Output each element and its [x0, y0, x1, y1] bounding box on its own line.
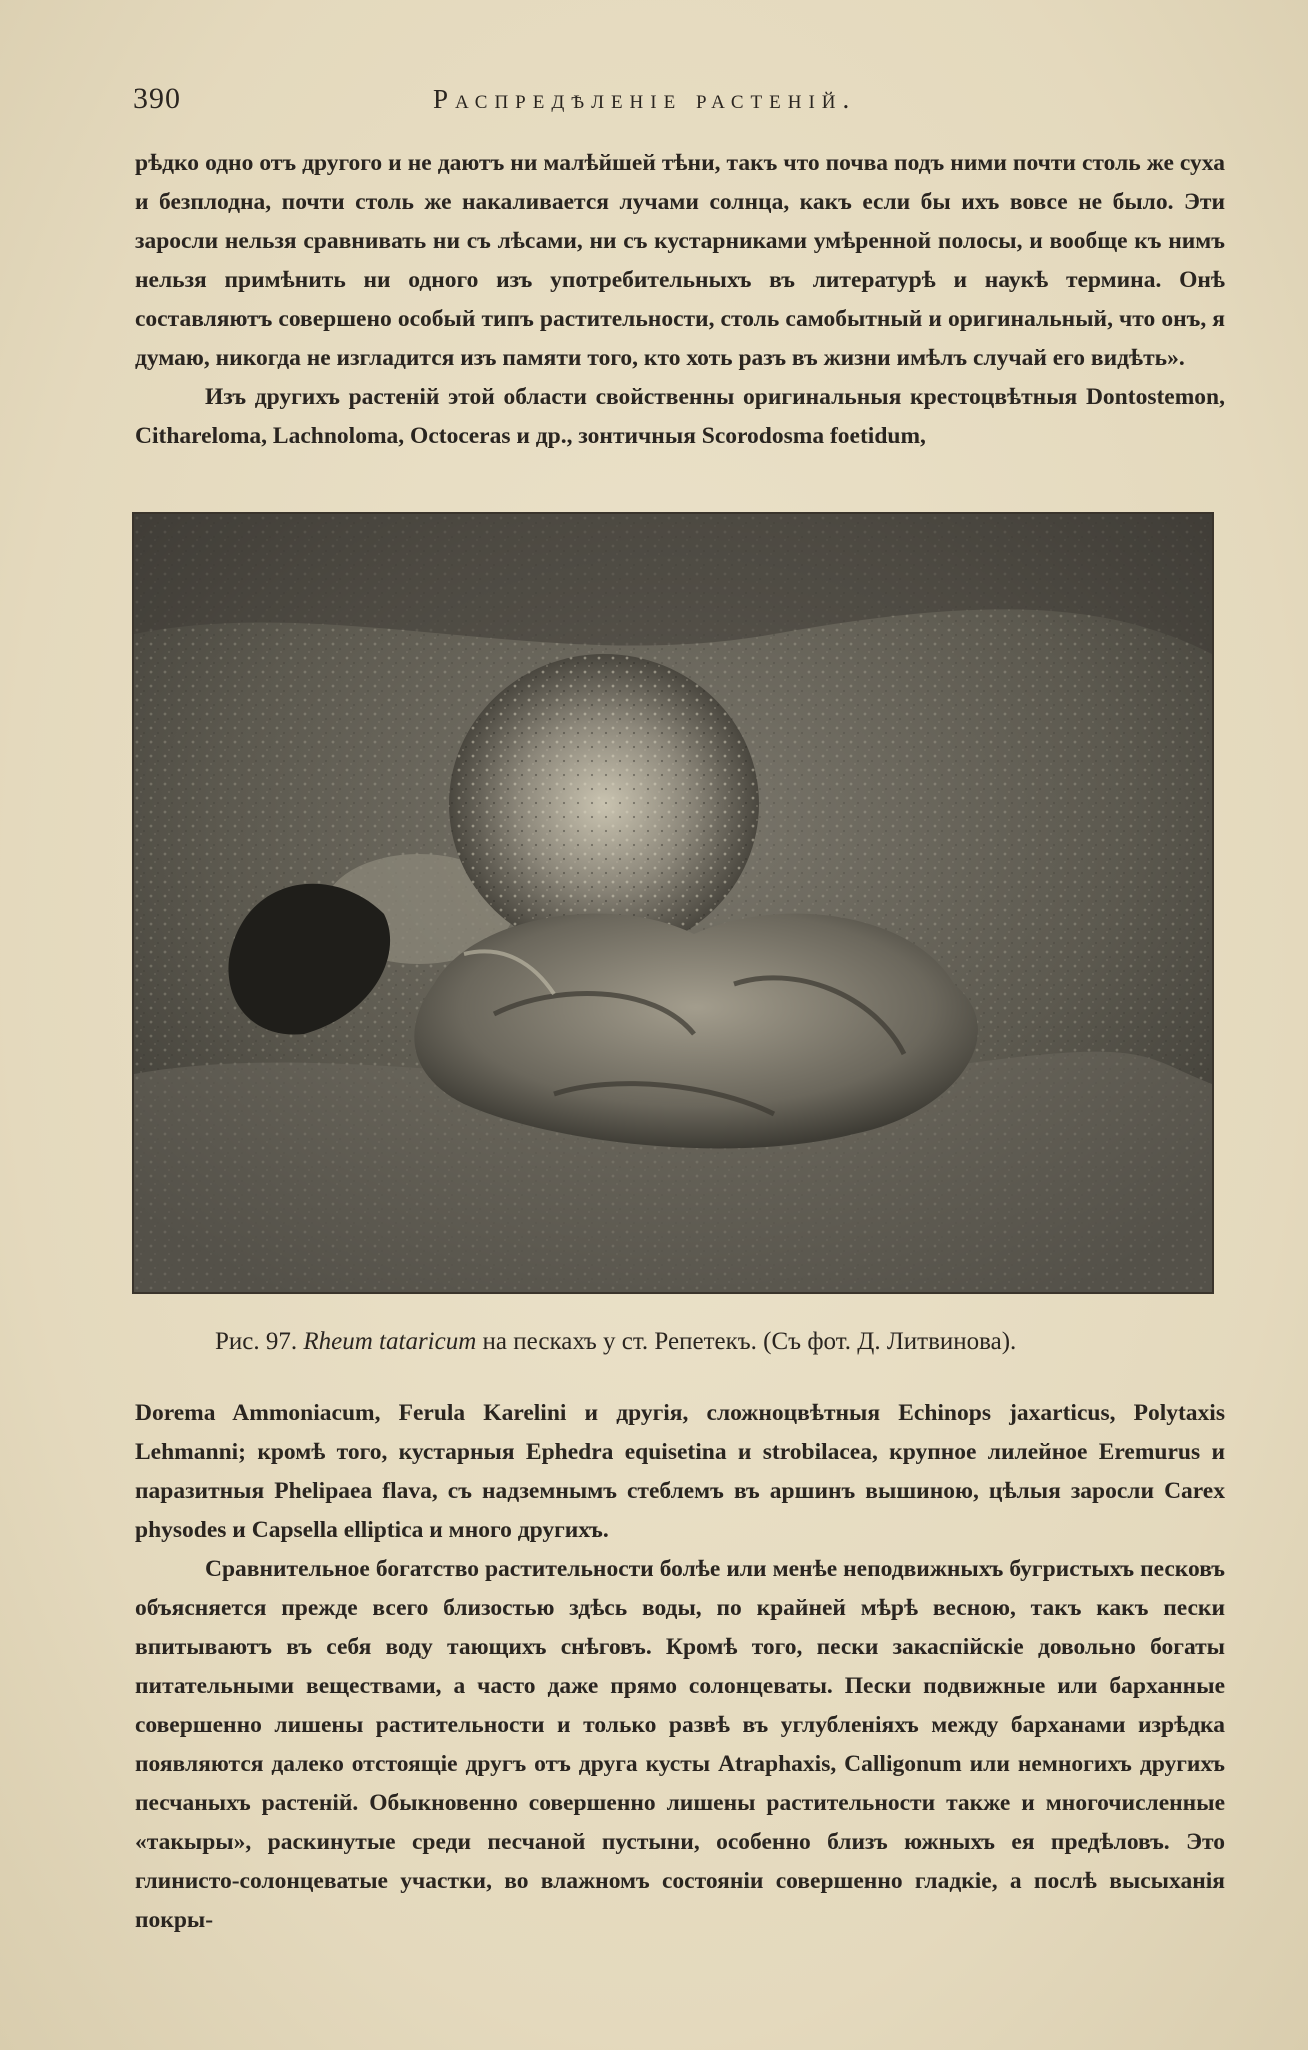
caption-text: на пескахъ у ст. Репетекъ. (Съ фот. Д. Литвинова). — [482, 1328, 1017, 1355]
paragraph: Изъ другихъ растеній этой области свойственны оригинальныя крестоцвѣтныя Dontostemon, Citharelоma, Lachnoloma, Octoceras и др., зонтичныя Scorodosma foetidum, — [135, 384, 1225, 449]
paragraph: рѣдко одно отъ другого и не даютъ ни малѣйшей тѣни, такъ что почва подъ ними почти столь же суха и безплодна, почти столь же накаливается лучами солнца, какъ если бы ихъ вовсе не было. Эти заросли нельзя сравнивать ни съ лѣсами, ни съ кустарниками умѣренной полосы, и вообще къ нимъ нельзя примѣнить ни одного изъ употребительныхъ въ литературѣ и наукѣ термина. Онѣ составляютъ совершено особый типъ растительности, столь самобытный и оригинальный, что онъ, я думаю, никогда не изгладится изъ памяти того, кто хоть разъ въ жизни имѣлъ случай его видѣть». — [135, 150, 1225, 371]
caption-species: Rheum tataricum — [303, 1328, 477, 1355]
figure-photo-rheum — [132, 512, 1214, 1294]
text-block-bottom — [135, 1394, 1225, 1940]
plant-photograph — [134, 514, 1212, 1292]
page-number: 390 — [133, 82, 181, 115]
page-header — [133, 82, 1233, 122]
figure-caption — [215, 1328, 1215, 1356]
paragraph: Сравнительное богатство растительности болѣе или менѣе неподвижныхъ бугристыхъ песковъ объясняется прежде всего близостью здѣсь воды, по крайней мѣрѣ весною, такъ какъ пески впитываютъ въ себя воду тающихъ снѣговъ. Кромѣ того, пески закаспійскіе довольно богаты питательными веществами, а часто даже прямо солонцеваты. Пески подвижные или барханные совершенно лишены растительности и только развѣ въ углубленіяхъ между барханами изрѣдка появляются далеко отстоящіе другъ отъ друга кусты Atraphaxis, Calligonum или немногихъ другихъ песчаныхъ растеній. Обыкновенно совершенно лишены растительности также и многочисленные «такыры», раскинутые среди песчаной пустыни, особенно близъ южныхъ ея предѣловъ. Это глинисто-солонцеватые участки, во влажномъ состояніи совершенно гладкіе, а послѣ высыханія покры- — [135, 1556, 1225, 1933]
paragraph: Dorema Ammoniacum, Ferula Karelini и другія, сложноцвѣтныя Echinops jaxarticus, Polytaxis Lehmanni; кромѣ того, кустарныя Ephedra equisetina и strobilacea, крупное лилейное Eremurus и паразитныя Phelipaea flava, съ надземнымъ стеблемъ въ аршинъ вышиною, цѣлыя заросли Carex physodes и Capsella elliptica и много другихъ. — [135, 1400, 1225, 1543]
text-block-top — [135, 144, 1225, 456]
running-title: Распредѣленіе растеній. — [433, 84, 857, 114]
caption-number: Рис. 97. — [215, 1328, 298, 1355]
